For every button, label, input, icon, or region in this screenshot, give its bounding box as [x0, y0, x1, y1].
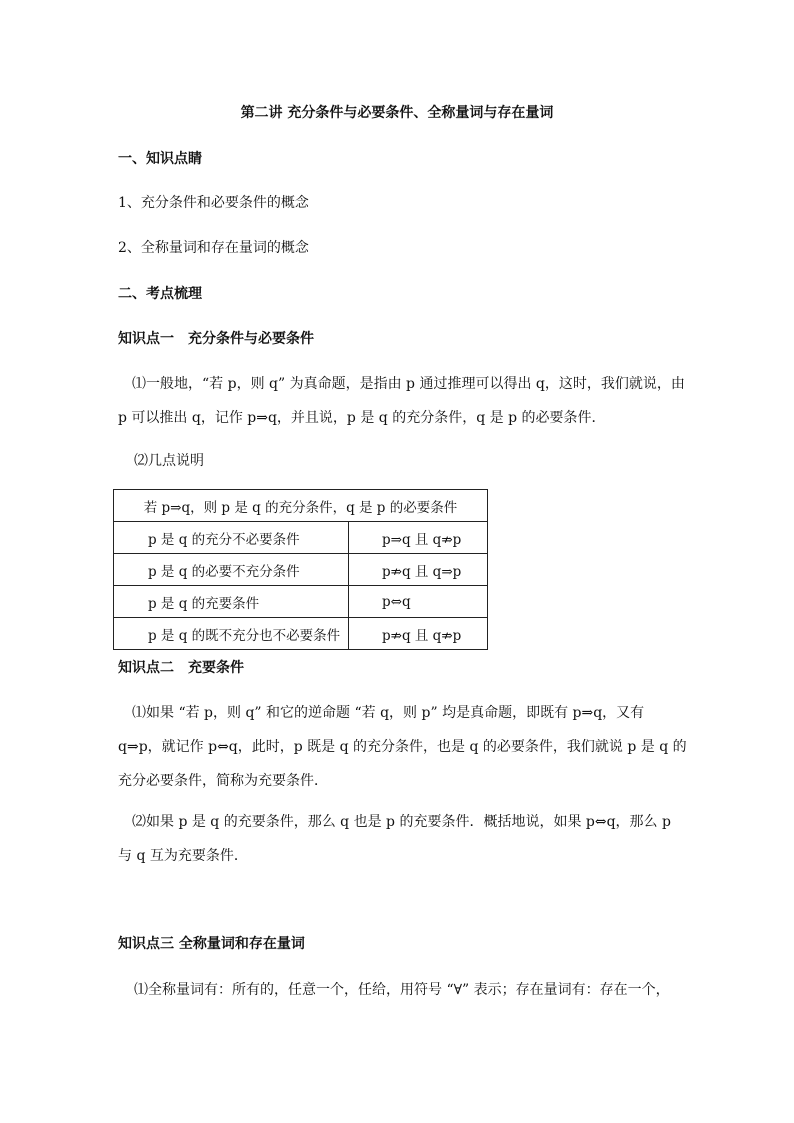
- table-header-cell: 若 p⇒q，则 p 是 q 的充分条件，q 是 p 的必要条件: [114, 490, 488, 522]
- table-cell-relation: p⇒q 且 q⇏p: [349, 522, 488, 554]
- section2-heading: 二、考点梳理: [118, 286, 202, 302]
- table-row: [114, 522, 488, 554]
- kp2-paragraph-1: ⑴如果 “若 p，则 q” 和它的逆命题 “若 q，则 p” 均是真命题，即既有 p⇒q，又有 q⇒p，就记作 p⇔q，此时，p 既是 q 的充分条件，也是 q 的必要条件，我们就说 p 是 q 的充分必要条件，简称为充要条件．: [118, 705, 687, 789]
- kp3-paragraph-1: ⑴全称量词有：所有的，任意一个，任给，用符号 “∀” 表示；存在量词有：存在一个，: [134, 982, 670, 998]
- table-row: [114, 618, 488, 650]
- kp2-heading: 知识点二 充要条件: [118, 660, 244, 676]
- conditions-table: [113, 489, 488, 650]
- section1-item-1: 1、充分条件和必要条件的概念: [118, 195, 309, 211]
- table-cell-condition: p 是 q 的充要条件: [114, 586, 349, 618]
- kp3-heading: 知识点三 全称量词和存在量词: [118, 936, 305, 952]
- table-cell-condition: p 是 q 的必要不充分条件: [114, 554, 349, 586]
- kp1-paragraph-1: ⑴一般地，“若 p，则 q” 为真命题，是指由 p 通过推理可以得出 q，这时，我们就说，由 p 可以推出 q，记作 p⇒q，并且说，p 是 q 的充分条件，q 是 p 的必要条件．: [118, 376, 685, 426]
- kp1-paragraph-2: ⑵几点说明: [134, 453, 204, 469]
- table-header-row: [114, 490, 488, 522]
- table-cell-relation: p⇏q 且 q⇏p: [349, 618, 488, 650]
- section1-heading: 一、知识点睛: [118, 151, 202, 167]
- page-title: 第二讲 充分条件与必要条件、全称量词与存在量词: [240, 105, 554, 121]
- table-cell-condition: p 是 q 的既不充分也不必要条件: [114, 618, 349, 650]
- kp2-paragraph-2: ⑵如果 p 是 q 的充要条件，那么 q 也是 p 的充要条件．概括地说，如果 p⇔q，那么 p 与 q 互为充要条件．: [118, 814, 671, 864]
- kp1-heading: 知识点一 充分条件与必要条件: [118, 331, 314, 347]
- table-cell-condition: p 是 q 的充分不必要条件: [114, 522, 349, 554]
- table-cell-relation: p⇔q: [349, 586, 488, 618]
- table-row: [114, 554, 488, 586]
- table-cell-relation: p⇏q 且 q⇒p: [349, 554, 488, 586]
- table-row: [114, 586, 488, 618]
- section1-item-2: 2、全称量词和存在量词的概念: [118, 240, 309, 256]
